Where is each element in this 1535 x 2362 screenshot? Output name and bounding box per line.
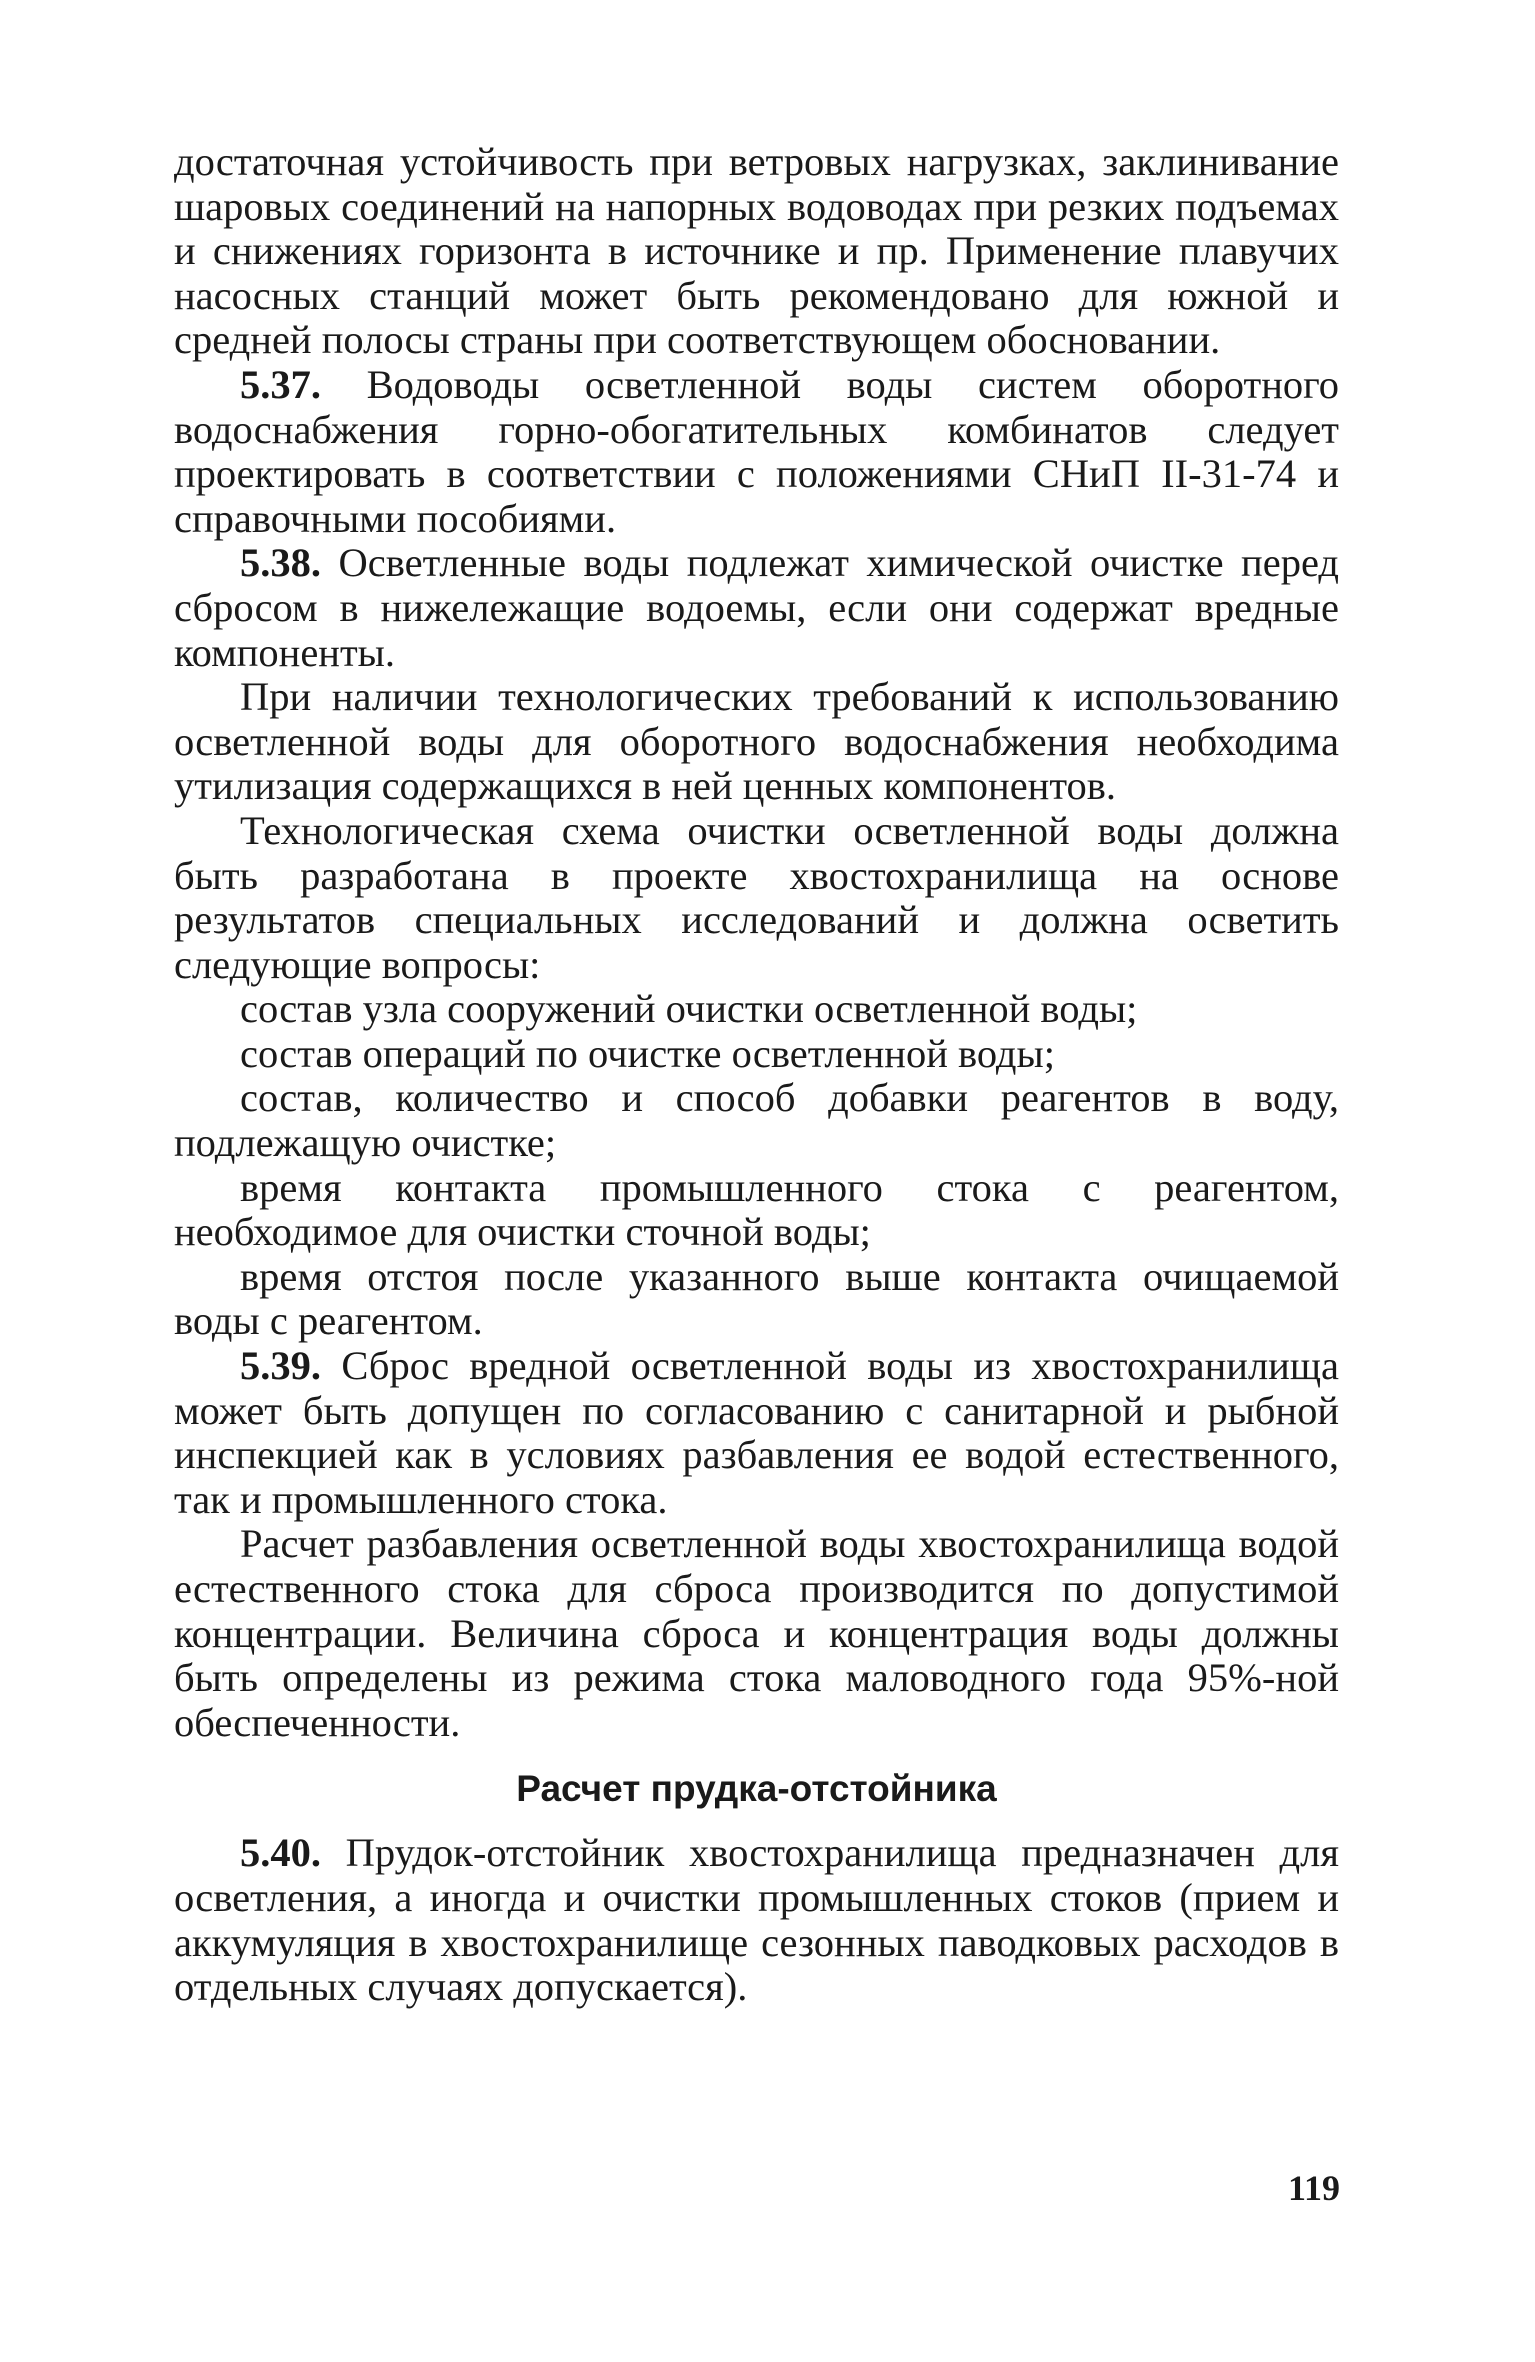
page-body [174, 140, 1339, 2010]
clause-number: 5.39. [240, 1343, 321, 1389]
paragraph-continuation: достаточная устойчивость при ветровых нагрузках, заклинивание шаровых соединений на напорных водоводах при резких подъемах и снижениях горизонта в источнике и пр. Применение плавучих насосных станций может быть рекомендовано для южной и средней полосы страны при соответствующем обосновании. [174, 139, 1339, 363]
list-item-reagents: состав, количество и способ добавки реагентов в воду, подлежащую очистке; [174, 1075, 1339, 1166]
paragraph-text: Прудок-отстойник хвостохранилища предназначен для осветления, а иногда и очистки промышленных стоков (прием и аккумуляция в хвостохранилище сезонных паводковых расходов в отдельных случаях допускается). [174, 1830, 1339, 2010]
clause-number: 5.40. [240, 1830, 321, 1876]
paragraph-text: Водоводы осветленной воды систем оборотного водоснабжения горно-обогатительных комбинатов следует проектировать в соответствии с положениями СНиП II-31-74 и справочными пособиями. [174, 361, 1339, 541]
paragraph-dilution: Расчет разбавления осветленной воды хвостохранилища водой естественного стока для сброса производится по допустимой концентрации. Величина сброса и концентрация воды должны быть определены из режима стока маловодного года 95%-ной обеспеченности. [174, 1521, 1339, 1745]
list-item-operations: состав операций по очистке осветленной воды; [240, 1030, 1056, 1076]
list-item-settling-time: время отстоя после указанного выше контакта очищаемой воды с реагентом. [174, 1253, 1339, 1344]
section-heading: Расчет прудка-отстойника [516, 1768, 997, 1810]
clause-number: 5.38. [240, 540, 321, 586]
paragraph-scheme: Технологическая схема очистки осветленной воды должна быть разработана в проекте хвостохранилища на основе результатов специальных исследований и должна осветить следующие вопросы: [174, 807, 1339, 987]
list-item-contact-time: время контакта промышленного стока с реагентом, необходимое для очистки сточной воды; [174, 1164, 1339, 1255]
page-number: 119 [1287, 2168, 1340, 2208]
clause-number: 5.37. [240, 361, 321, 407]
paragraph-text: Сброс вредной осветленной воды из хвостохранилища может быть допущен по согласованию с санитарной и рыбной инспекцией как в условиях разбавления ее водой естественного, так и промышленного стока. [174, 1343, 1339, 1522]
paragraph-text: Осветленные воды подлежат химической очистке перед сбросом в нижележащие водоемы, если они содержат вредные компоненты. [174, 540, 1339, 675]
paragraph-5-39 [174, 1344, 1339, 1522]
paragraph-utilization: При наличии технологических требований к использованию осветленной воды для оборотного водоснабжения необходима утилизация содержащихся в ней ценных компонентов. [174, 674, 1339, 809]
paragraph-5-40 [174, 1831, 1339, 2009]
list-item-node-composition: состав узла сооружений очистки осветленной воды; [240, 986, 1138, 1032]
paragraph-5-38 [174, 541, 1339, 675]
paragraph-5-37 [174, 363, 1339, 541]
